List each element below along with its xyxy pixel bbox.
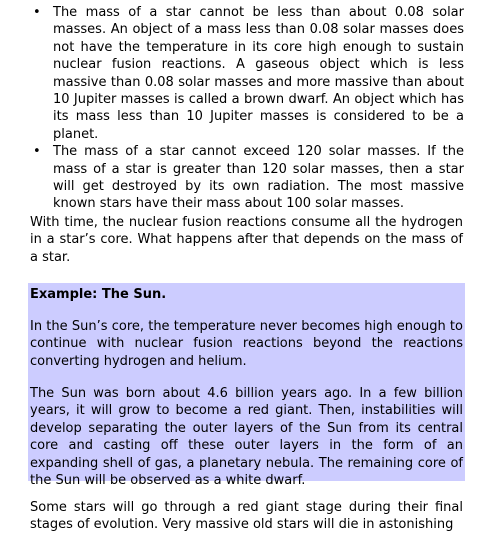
bullet-icon: • xyxy=(33,144,41,160)
bullet-list xyxy=(0,4,496,213)
example-title: Example: The Sun. xyxy=(30,287,167,302)
paragraph-red-giant: Some stars will go through a red giant stage during their final stages of evolution. Very massive old stars will die in astonishing xyxy=(30,500,463,533)
paragraph-hydrogen: With time, the nuclear fusion reactions consume all the hydrogen in a star’s core. What happens after that depends on the mass of a star. xyxy=(30,215,463,265)
bullet-item-min-mass xyxy=(0,4,496,143)
bullet-item-max-mass xyxy=(0,143,496,213)
bullet-text: The mass of a star cannot exceed 120 solar masses. If the mass of a star is greater than 120 solar masses, then a star will get destroyed by its own radiation. The most massive known stars have their mass about 100 solar masses. xyxy=(53,144,464,212)
bullet-icon: • xyxy=(33,5,41,20)
example-paragraph-evolution: The Sun was born about 4.6 billion years ago. In a few billion years, it will grow to become a red giant. Then, instabilities will develop separating the outer layers of the Sun from its central core and casting off these outer layers in the form of an expanding shell of gas, a planetary nebula. The remaining core of the Sun will be observed as a white dwarf. xyxy=(30,386,463,489)
bullet-text: The mass of a star cannot be less than about 0.08 solar masses. An object of a mass less than 0.08 solar masses does not have the temperature in its core high enough to sustain nuclear fusion reactions. A gaseous object which is less massive than 0.08 solar masses and more massive than about 10 Jupiter masses is called a brown dwarf. An object which has its mass less than 10 Jupiter masses is considered to be a planet. xyxy=(53,5,464,142)
example-paragraph-core: In the Sun’s core, the temperature never becomes high enough to continue with nuclear fusion reactions beyond the reactions converting hydrogen and helium. xyxy=(30,319,463,369)
